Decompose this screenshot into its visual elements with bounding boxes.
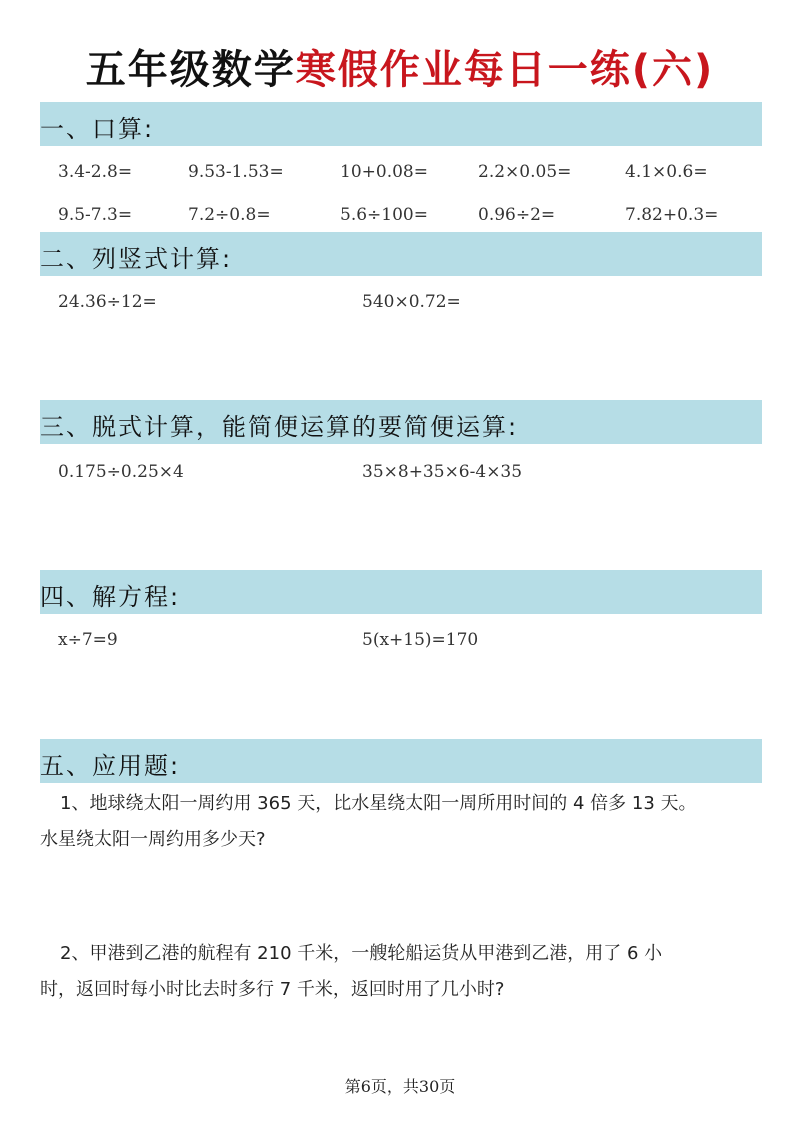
- oral-item: 10+0.08=: [340, 162, 428, 182]
- page-footer: 第6页，共30页: [344, 1077, 456, 1096]
- section-2-header: [40, 232, 762, 276]
- problem-1-line-1: 1、地球绕太阳一周约用 365 天，比水星绕太阳一周所用时间的 4 倍多 13 天。: [60, 793, 697, 814]
- vertical-calc-item: 540×0.72=: [362, 292, 461, 312]
- oral-item: 7.82+0.3=: [625, 205, 719, 225]
- title-grade: 五年级数学: [85, 47, 296, 93]
- problem-2-line-2: 时，返回时每小时比去时多行 7 千米，返回时用了几小时?: [40, 979, 505, 1000]
- section-3-heading: 三、脱式计算，能简便运算的要简便运算:: [40, 413, 519, 441]
- oral-item: 9.53-1.53=: [188, 162, 284, 182]
- section-4-heading: 四、解方程:: [40, 583, 181, 611]
- oral-item: 2.2×0.05=: [478, 162, 572, 182]
- section-1-heading: 一、口算:: [40, 115, 155, 143]
- section-4-header: [40, 570, 762, 614]
- problem-1-line-2: 水星绕太阳一周约用多少天?: [40, 829, 266, 850]
- oral-item: 0.96÷2=: [478, 205, 556, 225]
- oral-item: 5.6÷100=: [340, 205, 428, 225]
- section-3-header: [40, 400, 762, 444]
- section-2-heading: 二、列竖式计算:: [40, 245, 233, 273]
- stepwise-calc-item: 0.175÷0.25×4: [58, 462, 184, 482]
- word-problem-1: [40, 786, 762, 858]
- oral-item: 4.1×0.6=: [625, 162, 708, 182]
- oral-item: 3.4-2.8=: [58, 162, 133, 182]
- page-title: [0, 40, 800, 100]
- section-1-header: [40, 102, 762, 146]
- title-homework: 寒假作业每日一练(六): [295, 47, 715, 93]
- stepwise-calc-item: 35×8+35×6-4×35: [362, 462, 523, 482]
- word-problem-2: [40, 936, 762, 1008]
- equation-item: x÷7=9: [58, 630, 118, 650]
- problem-2-line-1: 2、甲港到乙港的航程有 210 千米，一艘轮船运货从甲港到乙港，用了 6 小: [60, 943, 663, 964]
- oral-item: 7.2÷0.8=: [188, 205, 271, 225]
- oral-item: 9.5-7.3=: [58, 205, 133, 225]
- section-5-header: [40, 739, 762, 783]
- vertical-calc-item: 24.36÷12=: [58, 292, 157, 312]
- equation-item: 5(x+15)=170: [362, 630, 479, 650]
- section-5-heading: 五、应用题:: [40, 752, 181, 780]
